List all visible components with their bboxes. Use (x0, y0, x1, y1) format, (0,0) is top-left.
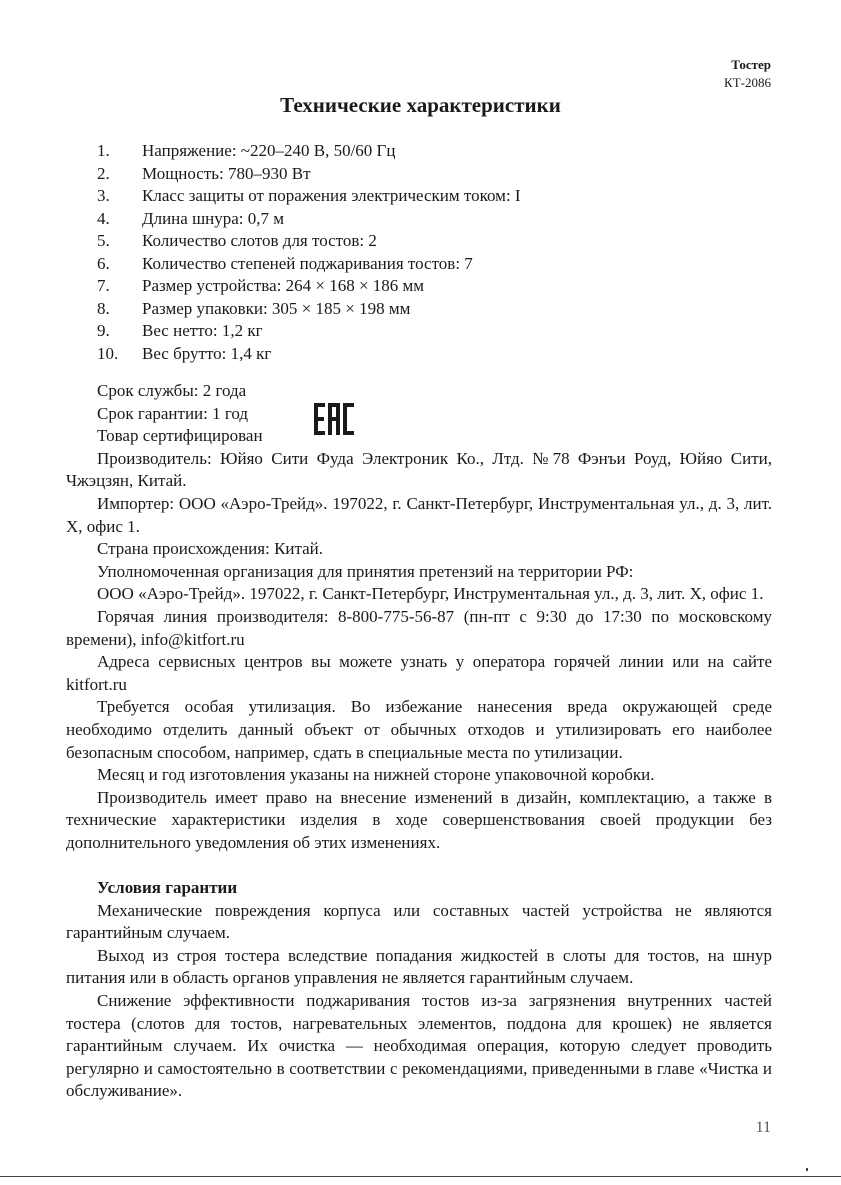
hotline-paragraph: Горячая линия производителя: 8-800-775-56-87 (пн-пт с 9:30 до 17:30 по московскому времени), info@kitfort.ru (66, 606, 772, 649)
spec-text: Длина шнура: 0,7 м (142, 208, 285, 228)
spec-text: Размер упаковки: 305 × 185 × 198 мм (142, 298, 411, 318)
spec-text: Количество степеней поджаривания тостов: 7 (142, 253, 473, 273)
spec-item (97, 320, 777, 343)
spec-list (97, 140, 777, 365)
changes-paragraph: Производитель имеет право на внесение изменений в дизайн, комплектацию, а также в технические характеристики изделия в ходе совершенствования своей продукции без дополнительного уведомления об этих изменениях. (66, 787, 772, 852)
manufacture-date-paragraph: Месяц и год изготовления указаны на нижней стороне упаковочной коробки. (97, 765, 655, 785)
header-model: КТ-2086 (724, 75, 771, 90)
spec-number: 4. (97, 208, 110, 228)
warranty-paragraph: Механические повреждения корпуса или составных частей устройства не являются гарантийным случаем. (66, 900, 772, 943)
warranty-heading: Условия гарантии (97, 878, 238, 898)
spec-text: Количество слотов для тостов: 2 (142, 231, 377, 250)
spec-item (97, 140, 777, 163)
origin-paragraph: Страна происхождения: Китай. (97, 539, 324, 559)
spec-text: Напряжение: ~220–240 В, 50/60 Гц (142, 141, 396, 160)
warranty-term: Срок гарантии: 1 год (97, 403, 249, 423)
spec-item (97, 298, 777, 321)
eac-certification-icon (312, 401, 356, 437)
spec-number: 8. (97, 298, 110, 318)
spec-item (97, 253, 777, 276)
certified-line (66, 425, 772, 448)
footer-rule (0, 1176, 841, 1177)
disposal-paragraph: Требуется особая утилизация. Во избежание нанесения вреда окружающей среде необходимо отделить данный объект от обычных отходов и утилизировать его наиболее безопасным способом, например, сдать в специальные места по утилизации. (66, 697, 772, 762)
page-title: Технические характеристики (280, 93, 561, 117)
spec-number: 6. (97, 253, 110, 273)
spec-number: 9. (97, 321, 110, 340)
certified-text: Товар сертифицирован (97, 426, 263, 446)
warranty-paragraph: Выход из строя тостера вследствие попадания жидкостей в слоты для тостов, на шнур питания или в область органов управления не является гарантийным случаем. (66, 945, 772, 988)
importer-paragraph: Импортер: ООО «Аэро-Трейд». 197022, г. Санкт-Петербург, Инструментальная ул., д. 3, лит. Х, офис 1. (66, 493, 772, 536)
spec-item (97, 185, 777, 208)
body-text (66, 380, 772, 1103)
spec-text: Мощность: 780–930 Вт (142, 163, 311, 183)
spec-number: 1. (97, 141, 110, 160)
spec-text: Класс защиты от поражения электрическим током: I (142, 186, 521, 205)
claims-address-paragraph: ООО «Аэро-Трейд». 197022, г. Санкт-Петербург, Инструментальная ул., д. 3, лит. Х, офис 1. (97, 584, 764, 604)
service-centers-paragraph: Адреса сервисных центров вы можете узнать у оператора горячей линии или на сайте kitfort.ru (66, 652, 772, 694)
footer-rule-tick (806, 1168, 808, 1171)
spec-item (97, 163, 777, 186)
spec-number: 7. (97, 276, 110, 295)
spec-number: 10. (97, 343, 119, 363)
spec-item (97, 343, 777, 366)
spec-item (97, 275, 777, 298)
spec-item (97, 230, 777, 253)
spec-number: 5. (97, 231, 110, 250)
spec-item (97, 208, 777, 231)
spec-text: Вес брутто: 1,4 кг (142, 343, 272, 363)
spec-text: Вес нетто: 1,2 кг (142, 321, 263, 340)
manufacturer-paragraph: Производитель: Юйяо Сити Фуда Электроник Ко., Лтд. №78 Фэнъи Роуд, Юйяо Сити, Чжэцзян, Китай. (66, 448, 772, 491)
spec-text: Размер устройства: 264 × 168 × 186 мм (142, 276, 425, 295)
header-product: Тостер (731, 57, 771, 72)
service-life: Срок службы: 2 года (97, 381, 247, 400)
section-spacer (66, 854, 772, 877)
spec-number: 3. (97, 186, 110, 205)
claims-org-paragraph: Уполномоченная организация для принятия претензий на территории РФ: (97, 561, 634, 581)
warranty-paragraph: Снижение эффективности поджаривания тостов из-за загрязнения внутренних частей тостера (слотов для тостов, нагревательных элементов, поддона для крошек) не является гарантийным случаем. Их очистка — необходимая операция, которую следует проводить регулярно и самостоятельно в соответствии с рекомендациями, приведенными в главе «Чистка и обслуживание». (66, 991, 772, 1101)
spec-number: 2. (97, 163, 110, 183)
page-number: 11 (755, 1119, 771, 1136)
